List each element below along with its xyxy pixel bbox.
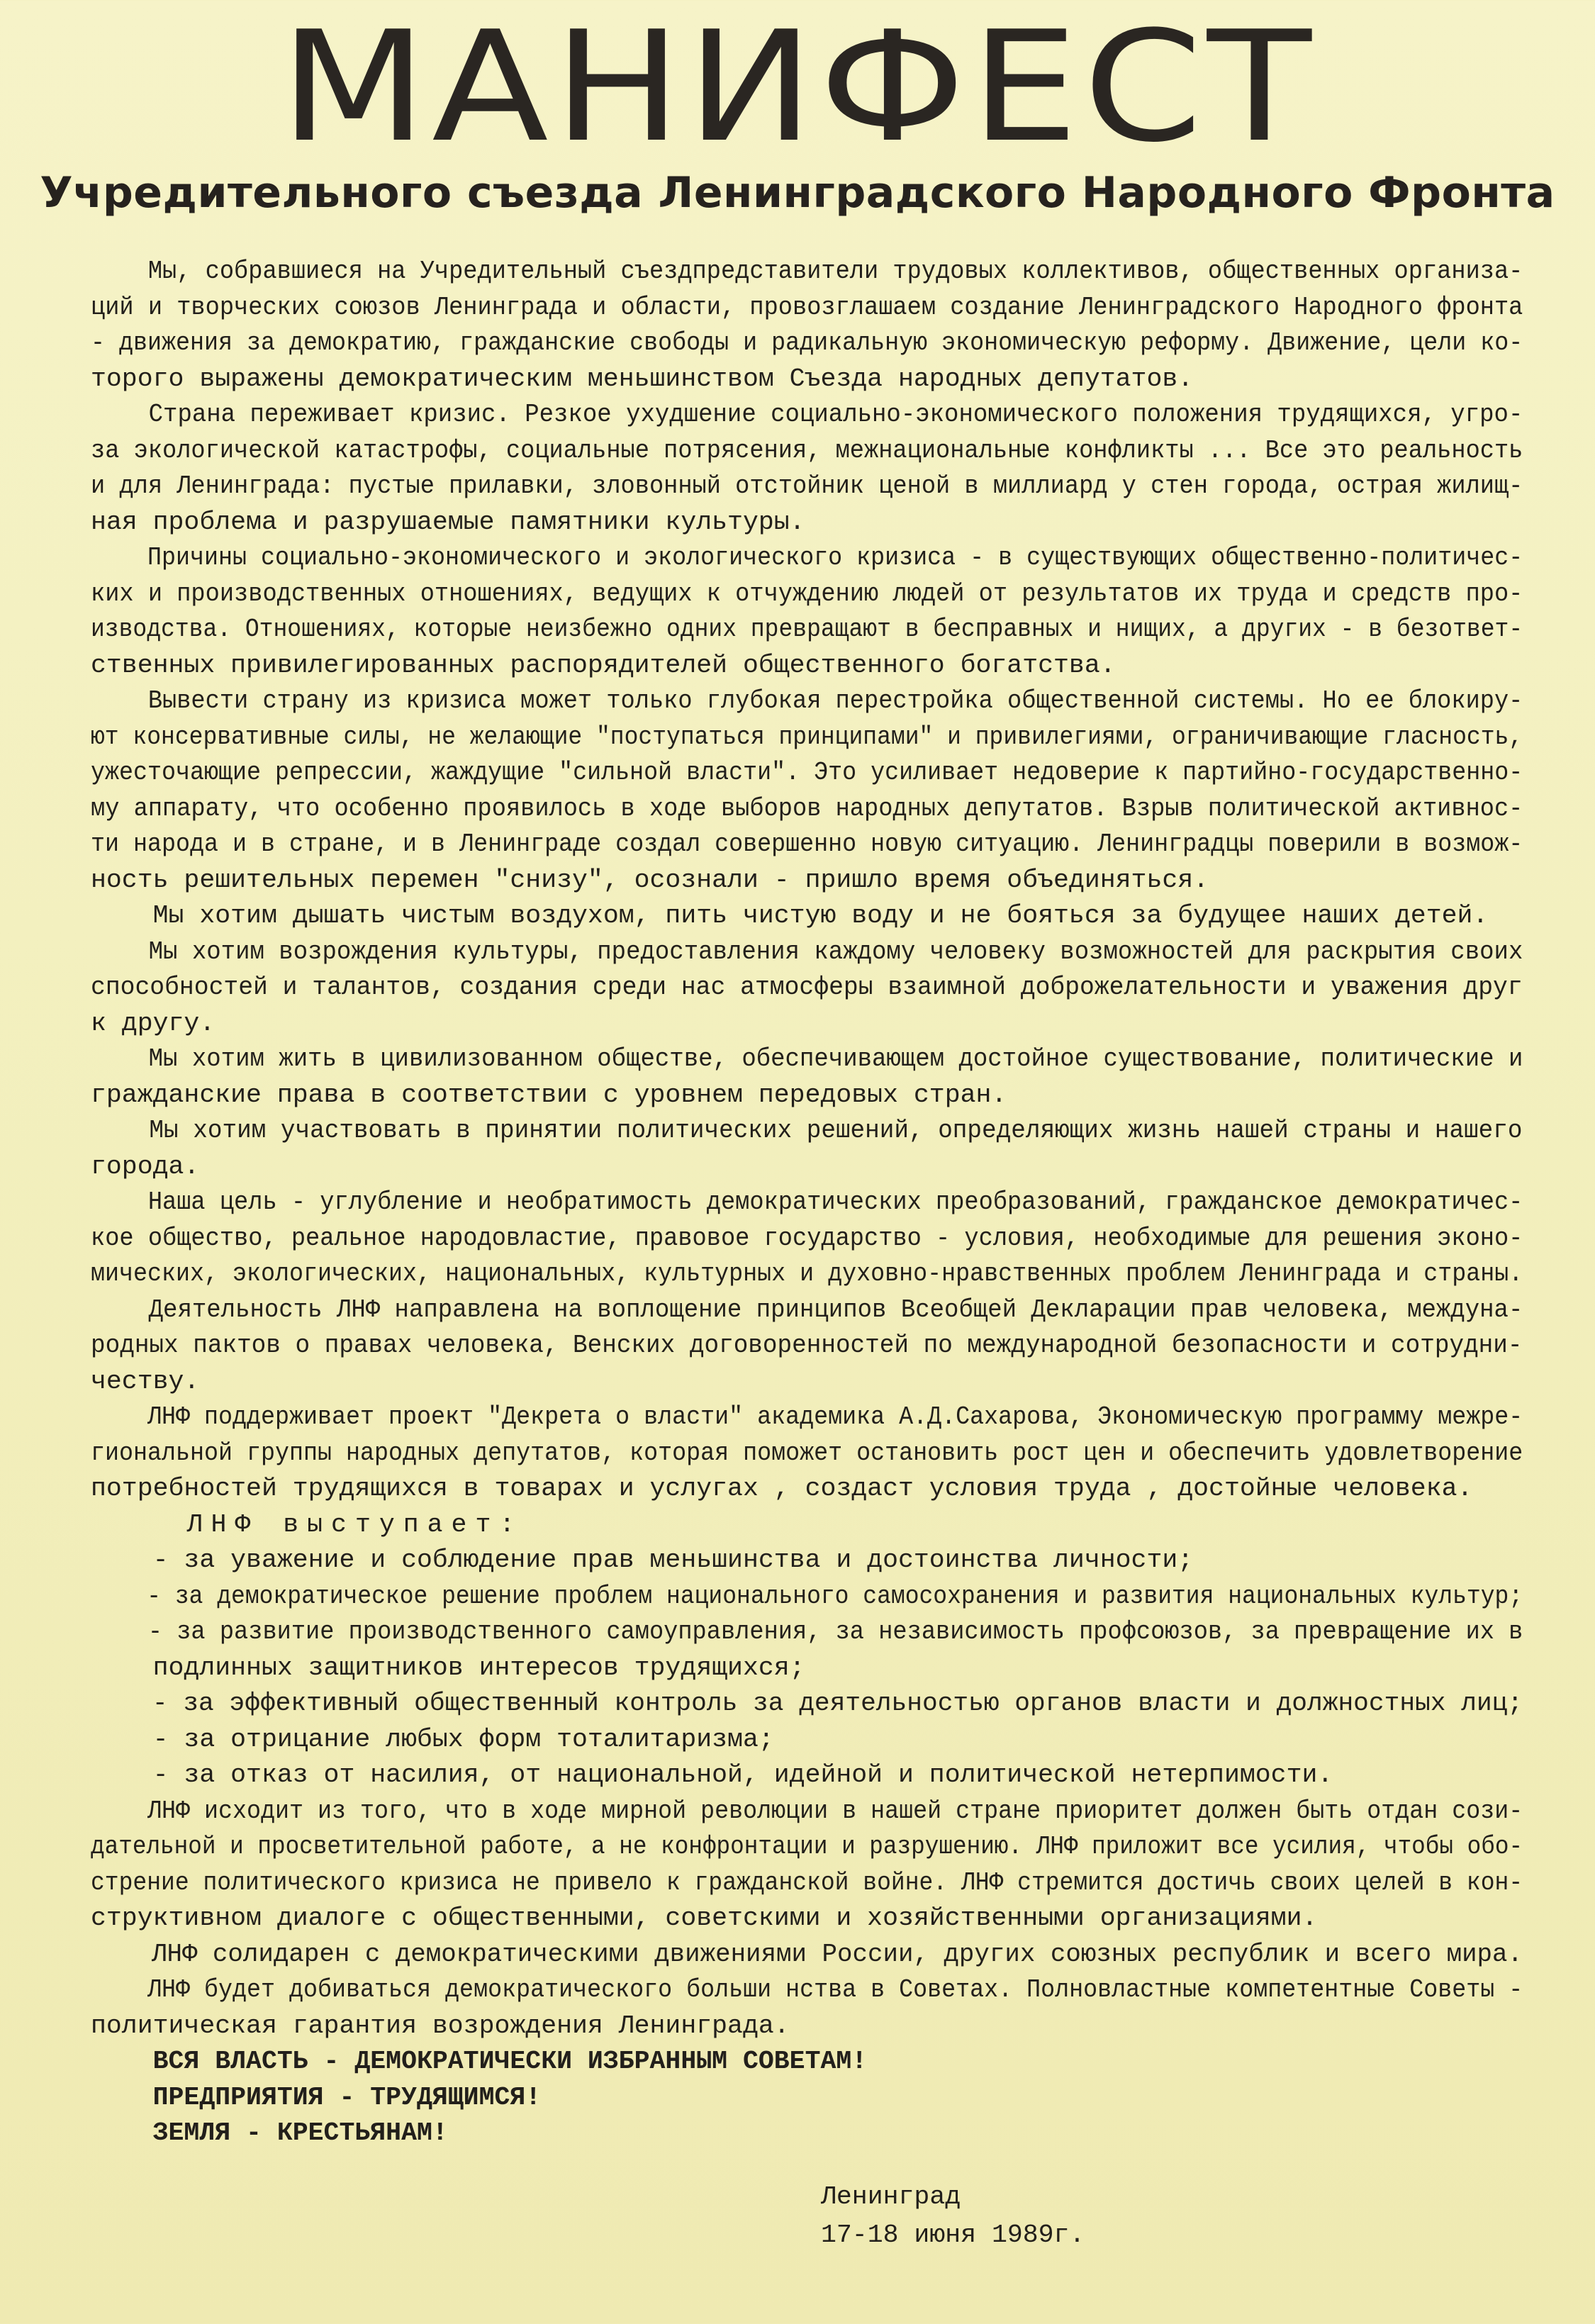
text-line: - за отрицание любых форм тоталитаризма; xyxy=(91,1724,774,1754)
text-line: ЗЕМЛЯ - КРЕСТЬЯНАМ! xyxy=(91,2118,448,2147)
text-line: ЛНФ поддерживает проект "Декрета о власти" академика А.Д.Сахарова, Экономическую программу межре- xyxy=(91,1402,1523,1431)
signature-date: 17-18 июня 1989г. xyxy=(821,2220,1085,2250)
text-line: стрение политического кризиса не привело к гражданской войне. ЛНФ стремится достичь своих целей в кон- xyxy=(91,1867,1523,1897)
text-line: Мы хотим возрождения культуры, предоставления каждому человеку возможностей для раскрытия своих xyxy=(91,937,1523,966)
text-line: к другу. xyxy=(91,1008,216,1038)
text-line: подлинных защитников интересов трудящихся; xyxy=(91,1653,805,1682)
text-line: мических, экологических, национальных, культурных и духовно-нравственных проблем Ленинграда и страны. xyxy=(91,1259,1523,1288)
text-line: - за эффективный общественный контроль за деятельностью органов власти и должностных лиц; xyxy=(91,1689,1523,1718)
text-line: потребностей трудящихся в товарах и услугах , создаст условия труда , достойные человека. xyxy=(91,1474,1473,1503)
page-title: МАНИФЕСТ xyxy=(279,0,1316,176)
text-line: Деятельность ЛНФ направлена на воплощение принципов Всеобщей Декларации прав человека, междуна- xyxy=(91,1295,1523,1324)
text-line: способностей и талантов, создания среди нас атмосферы взаимной доброжелательности и уважения друг xyxy=(91,973,1523,1002)
text-line: гиональной группы народных депутатов, которая поможет остановить рост цен и обеспечить удовлетворение xyxy=(91,1438,1523,1468)
text-line: ПРЕДПРИЯТИЯ - ТРУДЯЩИМСЯ! xyxy=(91,2082,542,2112)
text-line: структивном диалоге с общественными, советскими и хозяйственными организациями. xyxy=(91,1904,1318,1933)
text-line: му аппарату, что особенно проявилось в ходе выборов народных депутатов. Взрыв политической активнос- xyxy=(91,793,1523,823)
text-line: и для Ленинграда: пустые прилавки, зловонный отстойник ценой в миллиард у стен города, острая жилищ- xyxy=(91,471,1523,501)
text-line: ужесточающие репрессии, жаждущие "сильной власти". Это усиливает недоверие к партийно-государственно- xyxy=(91,758,1523,787)
text-line: политическая гарантия возрождения Ленинграда. xyxy=(91,2011,790,2040)
text-line: Мы хотим жить в цивилизованном обществе, обеспечивающем достойное существование, политические и xyxy=(91,1044,1523,1073)
signature-place: Ленинград xyxy=(821,2182,961,2211)
text-line: честву. xyxy=(91,1366,200,1396)
text-line: Мы хотим участвовать в принятии политических решений, определяющих жизнь нашей страны и нашего xyxy=(91,1116,1523,1145)
text-line: кое общество, реальное народовластие, правовое государство - условия, необходимые для решения эконо- xyxy=(91,1223,1523,1253)
text-line: Мы, собравшиеся на Учредительный съездпредставители трудовых коллективов, общественных организа- xyxy=(91,257,1523,286)
text-line: ЛНФ будет добиваться демократического больши нства в Советах. Полновластные компетентные Советы - xyxy=(91,1975,1523,2004)
text-line: ность решительных перемен "снизу", осознали - пришло время объединяться. xyxy=(91,865,1209,895)
text-line: - за демократическое решение проблем национального самосохранения и развития национальных культур; xyxy=(91,1581,1523,1611)
text-line: - за развитие производственного самоуправления, за независимость профсоюзов, за превращение их в xyxy=(91,1617,1523,1646)
text-line: Страна переживает кризис. Резкое ухудшение социально-экономического положения трудящихся, угро- xyxy=(91,400,1523,429)
manifesto-body xyxy=(91,254,1523,2152)
text-line: Причины социально-экономического и экологического кризиса - в существующих общественно-политичес- xyxy=(91,543,1523,572)
text-line: ких и производственных отношениях, ведущих к отчуждению людей от результатов их труда и средств про- xyxy=(91,579,1523,608)
text-line: за экологической катастрофы, социальные потрясения, межнациональные конфликты ... Все это реальность xyxy=(91,435,1523,465)
text-line: - за отказ от насилия, от национальной, идейной и политической нетерпимости. xyxy=(91,1760,1333,1789)
text-line: ют консервативные силы, не желающие "поступаться принципами" и привилегиями, ограничивающие гласность, xyxy=(91,722,1523,752)
text-line: ственных привилегированных распорядителей общественного богатства. xyxy=(91,650,1116,680)
text-line: ВСЯ ВЛАСТЬ - ДЕМОКРАТИЧЕСКИ ИЗБРАННЫМ СОВЕТАМ! xyxy=(91,2047,868,2076)
text-line: ЛНФ исходит из того, что в ходе мирной революции в нашей стране приоритет должен быть отдан сози- xyxy=(91,1796,1523,1826)
text-line: гражданские права в соответствии с уровнем передовых стран. xyxy=(91,1080,1007,1110)
text-line: изводства. Отношениях, которые неизбежно одних превращают в бесправных и нищих, а других - в безответ- xyxy=(91,615,1523,644)
text-line: - за уважение и соблюдение прав меньшинства и достоинства личности; xyxy=(91,1546,1194,1575)
page-subtitle: Учредительного съезда Ленинградского Народного Фронта xyxy=(40,168,1555,218)
text-line: Мы хотим дышать чистым воздухом, пить чистую воду и не бояться за будущее наших детей. xyxy=(91,901,1489,930)
text-line: города. xyxy=(91,1151,200,1181)
text-line: ЛНФ выступает: xyxy=(91,1509,524,1539)
text-line: ЛНФ солидарен с демократическими движениями России, других союзных республик и всего мира. xyxy=(91,1939,1523,1969)
text-line: Наша цель - углубление и необратимость демократических преобразований, гражданское демократичес- xyxy=(91,1188,1523,1217)
text-line: Вывести страну из кризиса может только глубокая перестройка общественной системы. Но ее блокиру- xyxy=(91,686,1523,715)
signature-block xyxy=(821,2178,1085,2255)
text-line: ций и творческих союзов Ленинграда и области, провозглашаем создание Ленинградского Народного фронта xyxy=(91,292,1523,322)
text-line: ти народа и в стране, и в Ленинграде создал совершенно новую ситуацию. Ленинградцы поверили в возмож- xyxy=(91,829,1523,859)
text-line: родных пактов о правах человека, Венских договоренностей по международной безопасности и сотрудни- xyxy=(91,1331,1523,1360)
text-line: ная проблема и разрушаемые памятники культуры. xyxy=(91,507,805,537)
text-line: торого выражены демократическим меньшинством Съезда народных депутатов. xyxy=(91,364,1194,393)
text-line: - движения за демократию, гражданские свободы и радикальную экономическую реформу. Движение, цели ко- xyxy=(91,328,1523,357)
text-line: дательной и просветительной работе, а не конфронтации и разрушению. ЛНФ приложит все усилия, чтобы обо- xyxy=(91,1832,1523,1861)
